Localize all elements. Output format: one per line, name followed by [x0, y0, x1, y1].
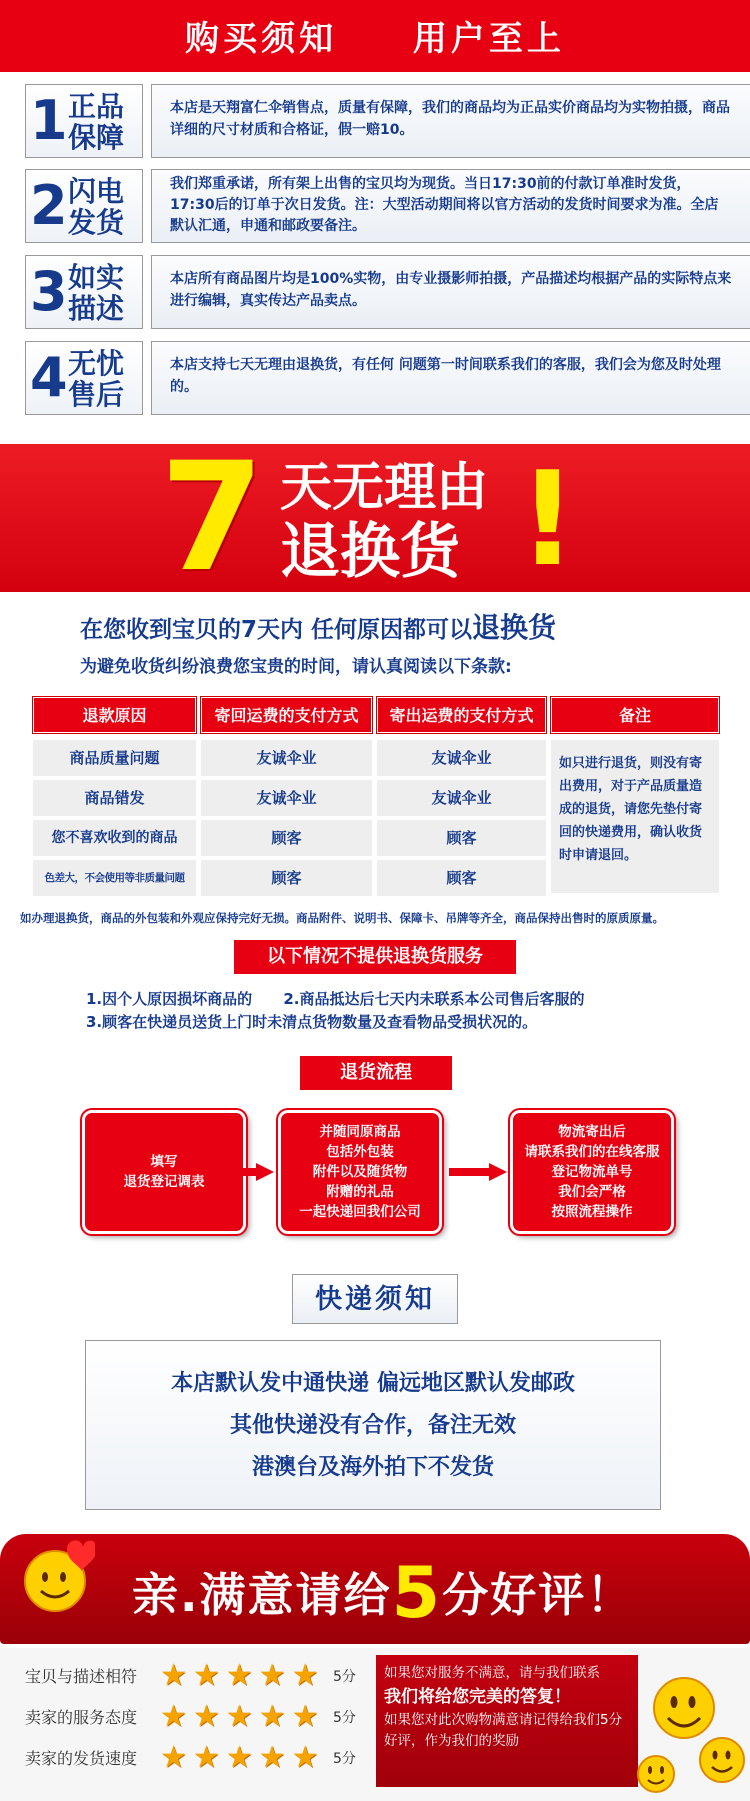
table-cell: 商品错发: [33, 780, 196, 816]
rating-row: [0, 1656, 370, 1694]
rating-banner: [0, 1534, 750, 1644]
intro-line-2: 为避免收货纠纷浪费您宝贵的时间，请认真阅读以下条款:: [80, 657, 512, 677]
guarantee-title: 闪电发货: [68, 175, 125, 239]
star-icon: ★★★★★: [160, 1740, 325, 1775]
message-line-2: 我们将给您完美的答复！: [384, 1687, 571, 1707]
table-cell: 友诚伞业: [377, 780, 546, 816]
guarantee-number: 2: [30, 174, 68, 237]
table-cell: 您不喜欢收到的商品: [33, 820, 196, 856]
process-step-1: 填写 退货登记调表: [82, 1110, 246, 1234]
table-cell: 顾客: [377, 820, 546, 856]
guarantee-number: 4: [30, 346, 68, 409]
banner-left: 购买须知: [185, 19, 338, 59]
table-cell: 顾客: [377, 860, 546, 896]
packaging-notice: 如办理退换货，商品的外包装和外观应保持完好无损。商品附件、说明书、保障卡、吊牌等齐全，商品保持出售时的原质原量。: [20, 911, 664, 925]
table-cell: 顾客: [201, 820, 372, 856]
rating-score: 5分: [333, 1710, 356, 1726]
guarantee-title: 正品保障: [68, 90, 125, 154]
star-icon: ★★★★★: [160, 1699, 325, 1734]
table-header: 退款原因: [33, 697, 196, 733]
feedback-message: [376, 1655, 638, 1787]
returns-line-a: 天无理由: [280, 458, 489, 518]
rating-score: 5分: [333, 1751, 356, 1767]
table-cell: 色差大，不会使用等非质量问题: [33, 860, 196, 896]
table-cell: 友诚伞业: [201, 780, 372, 816]
no-service-item: 2.商品抵达后七天内未联系本公司售后客服的: [283, 990, 585, 1008]
express-box: [85, 1340, 661, 1510]
rating-five: 5: [391, 1552, 443, 1634]
exclamation-mark: !: [518, 443, 578, 595]
intro-line-1-text: 在您收到宝贝的7天内 任何原因都可以: [80, 617, 473, 643]
guarantee-text: 我们郑重承诺，所有架上出售的宝贝均为现货。当日17:30前的付款订单准时发货，17:30后的订单于次日发货。注：大型活动期间将以官方活动的发货时间要求为准。全店默认汇通，申通和邮政要备注。: [151, 169, 750, 243]
guarantee-text: 本店是天翔富仁伞销售点，质量有保障，我们的商品均为正品实价商品均为实物拍摄，商品详细的尺寸材质和合格证，假一赔10。: [151, 84, 750, 158]
express-line: 本店默认发中通快递 偏远地区默认发邮政: [171, 1371, 575, 1396]
guarantee-badge: [25, 84, 143, 158]
process-step-3: 物流寄出后 请联系我们的在线客服 登记物流单号 我们会严格 按照流程操作: [510, 1110, 674, 1234]
arrow-right-icon: [216, 1163, 274, 1181]
rating-label: 卖家的发货速度: [25, 1749, 138, 1768]
guarantee-item: [25, 169, 725, 243]
guarantee-badge: [25, 341, 143, 415]
smiley-heart-icon: [15, 1535, 95, 1615]
guarantee-item: [25, 84, 730, 158]
guarantee-item: [25, 341, 725, 415]
express-line: 其他快递没有合作，备注无效: [229, 1413, 516, 1438]
table-cell: 友诚伞业: [201, 740, 372, 776]
table-cell: 友诚伞业: [377, 740, 546, 776]
arrow-right-icon: [449, 1163, 507, 1181]
process-label: 退货流程: [300, 1056, 452, 1090]
banner-right: 用户至上: [412, 19, 565, 59]
returns-line-b: 退换货: [280, 517, 460, 587]
rating-slogan: [132, 1552, 634, 1634]
rating-pre: 亲.满意请给: [132, 1568, 392, 1622]
guarantee-number: 1: [30, 89, 68, 152]
no-service-row: [86, 988, 585, 1010]
guarantee-badge: [25, 255, 143, 329]
rating-label: 卖家的服务态度: [25, 1708, 138, 1727]
process-step-2: 并随同原商品 包括外包装 附件以及随货物 附赠的礼品 一起快递回我们公司: [278, 1110, 442, 1234]
express-line: 港澳台及海外拍下不发货: [251, 1455, 494, 1480]
rating-post: 分好评！: [442, 1568, 635, 1622]
smiley-faces-icon: [626, 1668, 746, 1798]
star-icon: ★★★★★: [160, 1658, 325, 1693]
intro-line-1: [80, 606, 556, 646]
rating-row: [0, 1738, 370, 1776]
no-service-item: 3.顾客在快递员送货上门时未清点货物数量及查看物品受损状况的。: [86, 1013, 538, 1031]
rating-row: [0, 1697, 370, 1735]
no-service-item: 1.因个人原因损坏商品的: [86, 990, 253, 1008]
guarantee-item: [25, 255, 732, 329]
intro-line-1-emphasis: 退换货: [472, 611, 557, 644]
guarantee-title: 无忧售后: [68, 347, 125, 411]
guarantee-badge: [25, 169, 143, 243]
message-line-3: 如果您对此次购物满意请记得给我们5分好评，作为我们的奖励: [384, 1712, 623, 1749]
guarantee-title: 如实描述: [68, 261, 125, 325]
guarantee-text: 本店所有商品图片均是100%实物，由专业摄影师拍摄，产品描述均根据产品的实际特点来进行编辑，真实传达产品卖点。: [151, 255, 750, 329]
table-header: 备注: [551, 697, 719, 733]
express-title: 快递须知: [292, 1274, 458, 1324]
table-header: 寄出运费的支付方式: [377, 697, 546, 733]
table-note: 如只进行退货，则没有寄出费用，对于产品质量造成的退货，请您先垫付寄回的快递费用，确认收货时申请退回。: [551, 740, 719, 893]
table-cell: 商品质量问题: [33, 740, 196, 776]
guarantee-text: 本店支持七天无理由退换货，有任何 问题第一时间联系我们的客服，我们会为您及时处理的。: [151, 341, 750, 415]
table-header: 寄回运费的支付方式: [201, 697, 372, 733]
top-banner: [0, 0, 750, 72]
table-cell: 顾客: [201, 860, 372, 896]
guarantee-number: 3: [30, 260, 68, 323]
no-service-label: 以下情况不提供退换货服务: [234, 940, 516, 974]
seven-digit: 7: [160, 431, 265, 605]
rating-score: 5分: [333, 1669, 356, 1685]
message-line-1: 如果您对服务不满意，请与我们联系: [384, 1665, 600, 1681]
returns-banner: [0, 431, 750, 605]
rating-label: 宝贝与描述相符: [25, 1667, 138, 1686]
